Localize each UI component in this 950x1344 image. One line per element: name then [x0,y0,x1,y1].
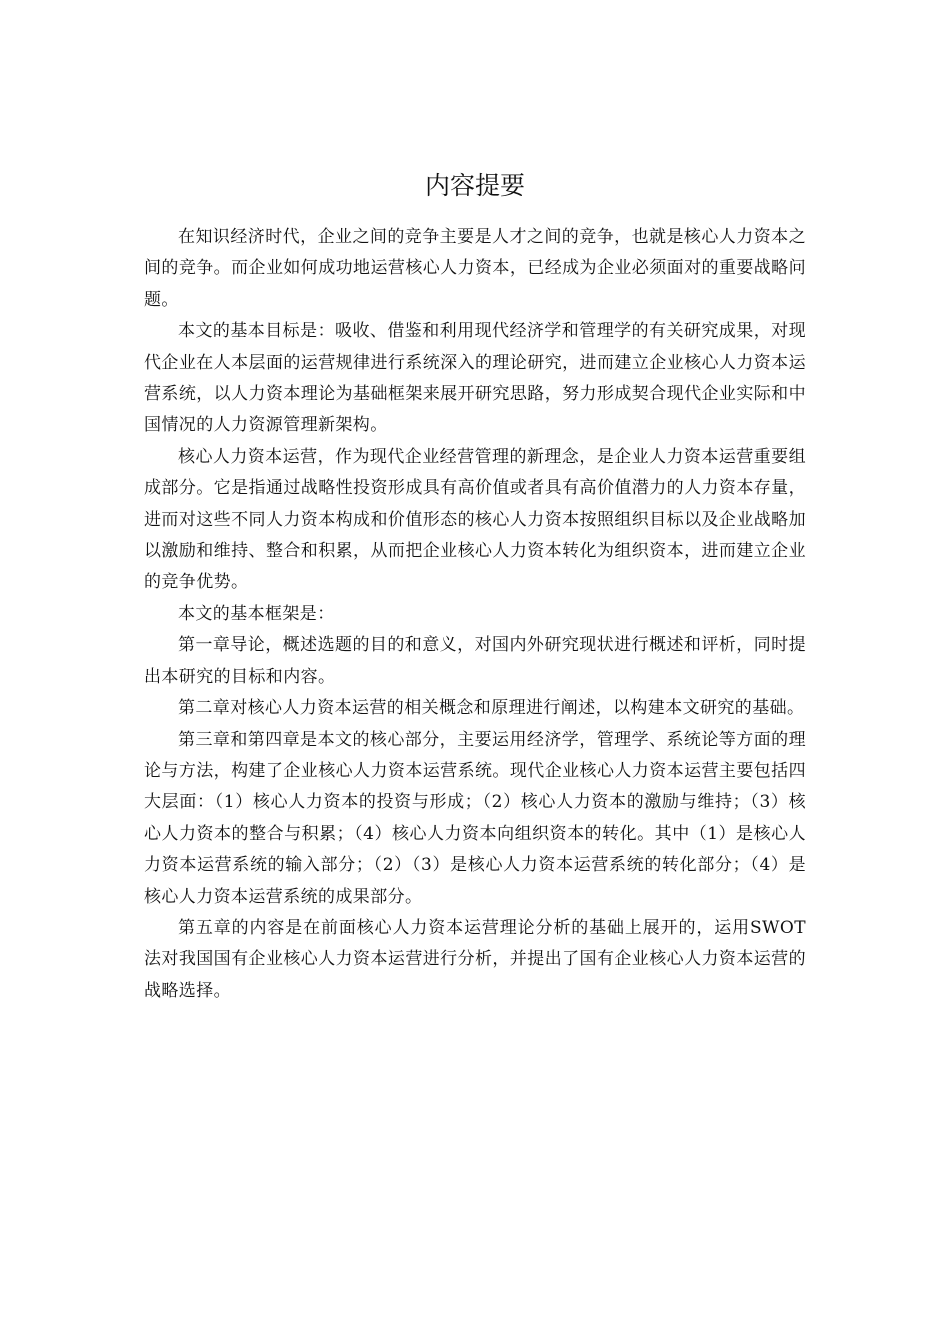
paragraph-6: 第二章对核心人力资本运营的相关概念和原理进行阐述，以构建本文研究的基础。 [178,698,805,719]
paragraph-3: 核心人力资本运营，作为现代企业经营管理的新理念，是企业人力资本运营重要组成部分。它是指通过战略性投资形成具有高价值或者具有高价值潜力的人力资本存量，进而对这些不同人力资本构成和价值形态的核心人力资本按照组织目标以及企业战略加以激励和维持、整合和积累，从而把企业核心人力资本转化为组织资本，进而建立企业的竞争优势。 [144,446,806,593]
page-title: 内容提要 [424,171,525,200]
paragraph-4: 本文的基本框架是： [178,603,335,624]
abstract-body [144,222,806,1007]
paragraph-8: 第五章的内容是在前面核心人力资本运营理论分析的基础上展开的，运用SWOT法对我国国有企业核心人力资本运营进行分析，并提出了国有企业核心人力资本运营的战略选择。 [144,917,806,1001]
paragraph-5: 第一章导论，概述选题的目的和意义，对国内外研究现状进行概述和评析，同时提出本研究的目标和内容。 [144,635,806,687]
paragraph-2: 本文的基本目标是：吸收、借鉴和利用现代经济学和管理学的有关研究成果，对现代企业在人本层面的运营规律进行系统深入的理论研究，进而建立企业核心人力资本运营系统，以人力资本理论为基础框架来展开研究思路，努力形成契合现代企业实际和中国情况的人力资源管理新架构。 [144,321,806,436]
paragraph-1: 在知识经济时代，企业之间的竞争主要是人才之间的竞争，也就是核心人力资本之间的竞争。而企业如何成功地运营核心人力资本，已经成为企业必须面对的重要战略问题。 [144,227,806,310]
paragraph-7: 第三章和第四章是本文的核心部分，主要运用经济学，管理学、系统论等方面的理论与方法，构建了企业核心人力资本运营系统。现代企业核心人力资本运营主要包括四大层面：（1）核心人力资本的投资与形成；（2）核心人力资本的激励与维持；（3）核心人力资本的整合与积累；（4）核心人力资本向组织资本的转化。其中（1）是核心人力资本运营系统的输入部分；（2）（3）是核心人力资本运营系统的转化部分；（4）是核心人力资本运营系统的成果部分。 [144,729,806,907]
